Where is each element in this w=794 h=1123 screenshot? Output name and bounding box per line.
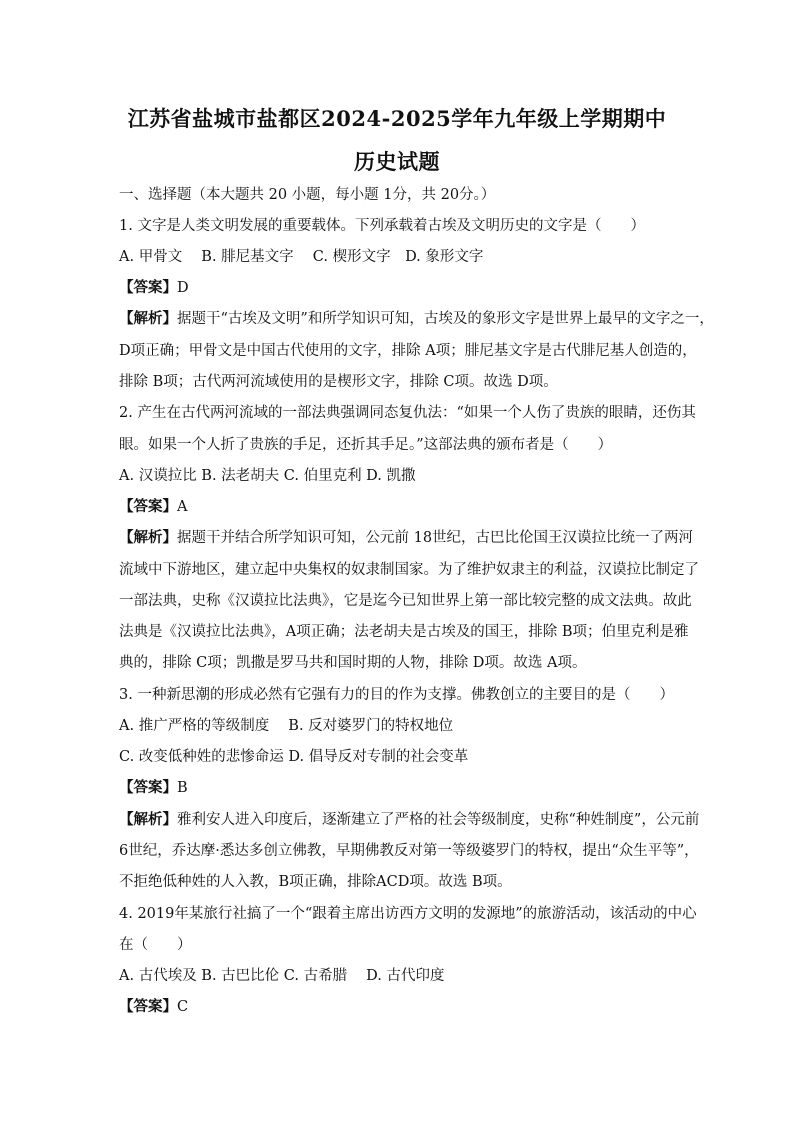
question-1-analysis-line <box>119 309 714 329</box>
question-2-options: A. 汉谟拉比 B. 法老胡夫 C. 伯里克利 D. 凯撒 <box>119 468 416 484</box>
answer-value: B <box>177 780 188 796</box>
answer-label: 【答案】 <box>119 498 177 515</box>
answer-label: 【答案】 <box>119 279 177 296</box>
question-2-analysis-line: 流域中下游地区，建立起中央集权的奴隶制国家。为了维护奴隶主的利益，汉谟拉比制定了 <box>119 562 699 578</box>
question-3-answer <box>119 778 679 798</box>
answer-label: 【答案】 <box>119 998 177 1015</box>
exam-title: 江苏省盐城市盐都区2024-2025学年九年级上学期期中 <box>127 106 667 131</box>
question-3-stem: 3. 一种新思潮的形成必然有它强有力的目的作为支撑。佛教创立的主要目的是（ ） <box>119 687 674 703</box>
question-3-analysis-line: 6世纪，乔达摩·悉达多创立佛教，早期佛教反对第一等级婆罗门的特权，提出“众生平等”， <box>119 843 699 859</box>
answer-label: 【答案】 <box>119 779 177 796</box>
analysis-label: 【解析】 <box>119 811 177 828</box>
question-2-answer <box>119 497 679 517</box>
question-4-options: A. 古代埃及 B. 古巴比伦 C. 古希腊 D. 古代印度 <box>119 968 445 984</box>
analysis-text: 据题干并结合所学知识可知，公元前 18世纪，古巴比伦国王汉谟拉比统一了两河 <box>177 530 694 546</box>
question-2-analysis-line <box>119 528 694 548</box>
exam-subtitle: 历史试题 <box>354 149 440 174</box>
question-3-analysis-line: 不拒绝低种姓的人入教，B项正确，排除ACD项。故选 B项。 <box>119 874 512 890</box>
question-2-analysis-line: 典的，排除 C项；凯撒是罗马共和国时期的人物，排除 D项。故选 A项。 <box>119 655 587 671</box>
question-1-analysis-line: D项正确；甲骨文是中国古代使用的文字，排除 A项；腓尼基文字是古代腓尼基人创造的， <box>119 343 697 359</box>
question-1-options: A. 甲骨文 B. 腓尼基文字 C. 楔形文字 D. 象形文字 <box>119 249 484 265</box>
question-1-stem: 1. 文字是人类文明发展的重要载体。下列承载着古埃及文明历史的文字是（ ） <box>119 218 645 234</box>
analysis-text: 据题干“古埃及文明”和所学知识可知，古埃及的象形文字是世界上最早的文字之一， <box>177 311 714 327</box>
question-3-options: A. 推广严格的等级制度 B. 反对婆罗门的特权地位 <box>119 718 454 734</box>
question-2-analysis-line: 一部法典，史称《汉谟拉比法典》，它是迄今已知世界上第一部比较完整的成文法典。故此 <box>119 593 692 609</box>
analysis-text: 雅利安人进入印度后，逐渐建立了严格的社会等级制度，史称“种姓制度”，公元前 <box>177 812 700 828</box>
question-1-analysis-line: 排除 B项；古代两河流域使用的是楔形文字，排除 C项。故选 D项。 <box>119 374 558 390</box>
section-heading: 一、选择题（本大题共 20 小题，每小题 1分，共 20分。） <box>119 187 496 203</box>
analysis-label: 【解析】 <box>119 310 177 327</box>
question-2-stem: 眼。如果一个人折了贵族的手足，还折其手足。”这部法典的颁布者是（ ） <box>119 437 613 453</box>
question-1-answer <box>119 278 679 298</box>
question-2-stem: 2. 产生在古代两河流域的一部法典强调同态复仇法：“如果一个人伤了贵族的眼睛，还伤其 <box>119 405 696 421</box>
question-3-analysis-line <box>119 810 700 830</box>
answer-value: D <box>177 280 189 296</box>
analysis-label: 【解析】 <box>119 529 177 546</box>
answer-value: A <box>177 499 188 515</box>
question-2-analysis-line: 法典是《汉谟拉比法典》，A项正确；法老胡夫是古埃及的国王，排除 B项；伯里克利是雅 <box>119 624 689 640</box>
question-3-options: C. 改变低种姓的悲惨命运 D. 倡导反对专制的社会变革 <box>119 749 469 765</box>
question-4-answer <box>119 997 679 1017</box>
answer-value: C <box>177 999 189 1015</box>
question-4-stem: 4. 2019年某旅行社搞了一个“跟着主席出访西方文明的发源地”的旅游活动，该活动的中心 <box>119 906 697 922</box>
question-4-stem: 在（ ） <box>119 937 192 953</box>
